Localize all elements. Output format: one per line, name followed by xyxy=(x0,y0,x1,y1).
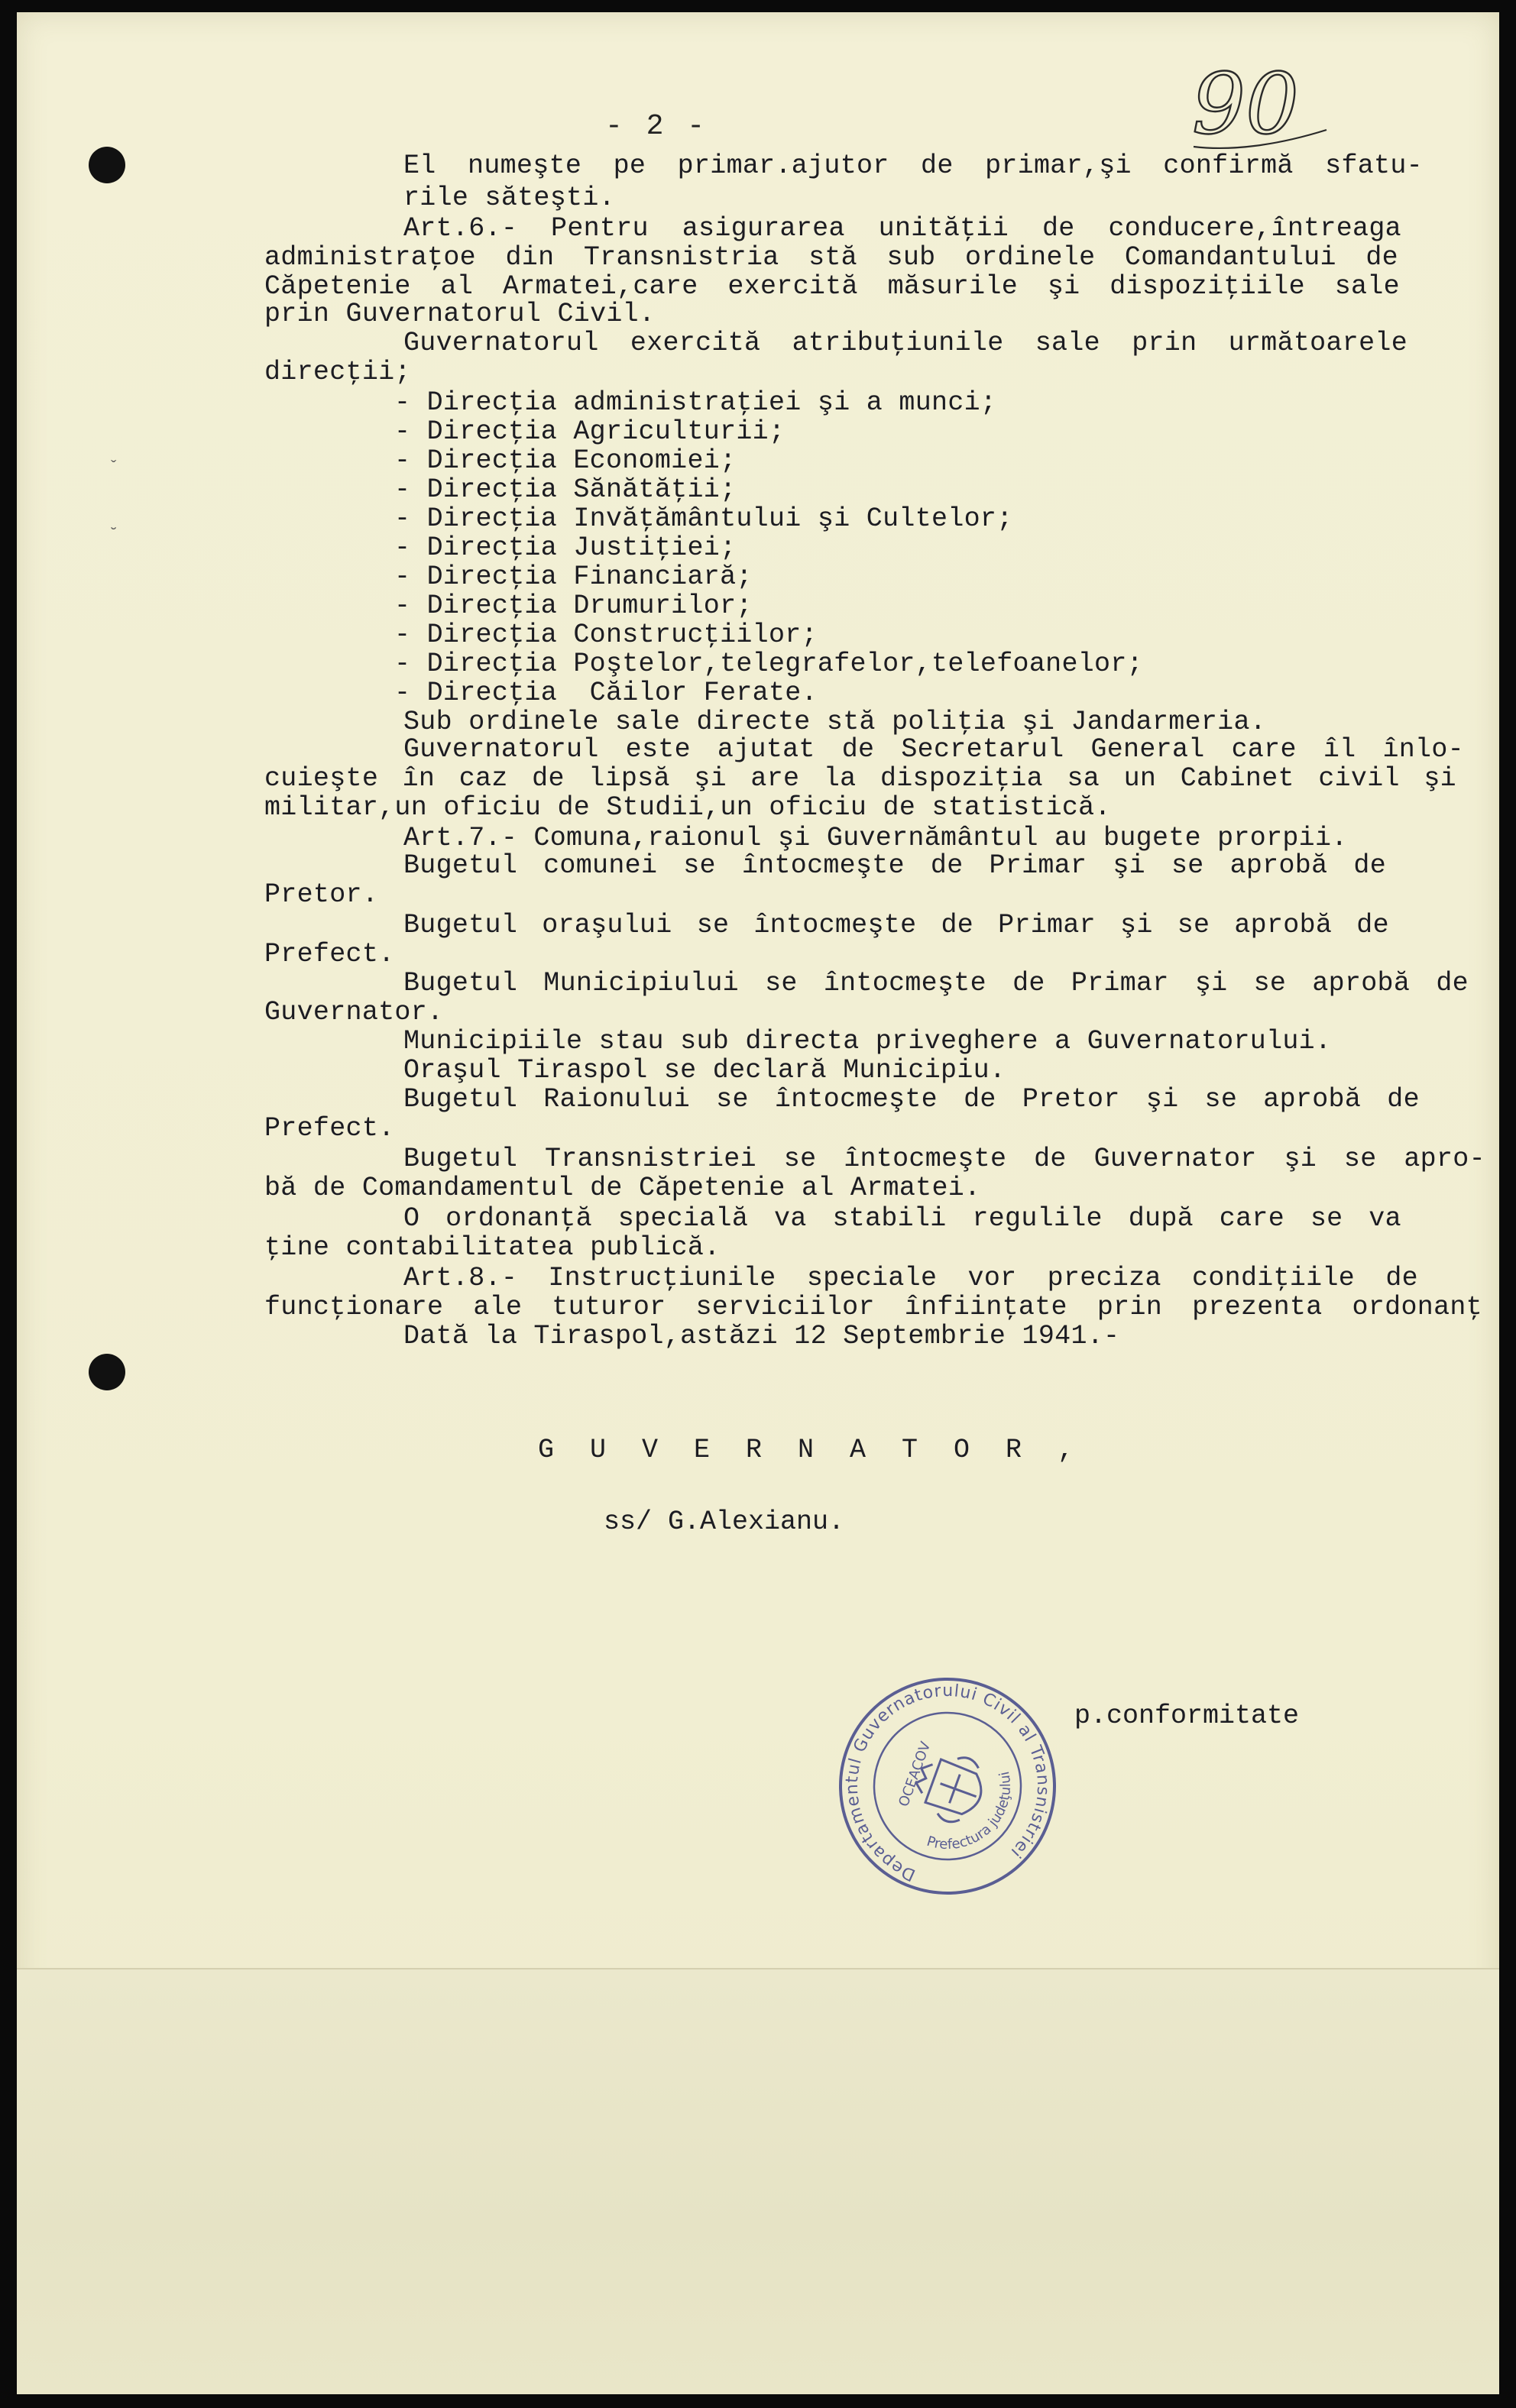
text-line: Bugetul Municipiului se întocmeşte de Primar şi se aprobă de xyxy=(403,968,1469,998)
text-line: Sub ordinele sale directe stă poliţia şi Jandarmeria. xyxy=(403,707,1267,737)
text-line: - Direcţia Căilor Ferate. xyxy=(394,678,818,708)
text-line: Prefect. xyxy=(264,1113,395,1144)
text-line: Guvernatorul este ajutat de Secretarul General care îl înlo- xyxy=(403,734,1464,765)
text-line: - Direcţia Drumurilor; xyxy=(394,591,753,621)
text-line: - Direcţia Construcţiilor; xyxy=(394,620,818,650)
text-line: bă de Comandamentul de Căpetenie al Armatei. xyxy=(264,1173,981,1203)
text-line: Pretor. xyxy=(264,879,379,910)
stamp-ink xyxy=(833,1672,1062,1901)
text-line: Art.6.- Pentru asigurarea unităţii de conducere,întreaga xyxy=(403,213,1401,244)
text-line: Guvernatorul exercită atribuţiunile sale prin următoarele xyxy=(403,328,1407,358)
stamp-center-text: OCEACOV xyxy=(896,1740,935,1809)
text-line: - Direcţia administraţiei şi a munci; xyxy=(394,387,997,418)
folio-number-text: 90 xyxy=(1192,57,1299,153)
text-line: administraţoe din Transnistria stă sub ordinele Comandantului de xyxy=(264,242,1398,273)
text-line: ţine contabilitatea publică. xyxy=(264,1232,721,1263)
text-line: Municipiile stau sub directa priveghere a Guvernatorului. xyxy=(403,1026,1332,1057)
text-line: prin Guvernatorul Civil. xyxy=(264,299,656,329)
text-line: funcţionare ale tuturor serviciilor înfiinţate prin prezenta ordonanţ xyxy=(264,1292,1482,1322)
text-line: Bugetul Raionului se întocmeşte de Pretor şi se aprobă de xyxy=(403,1084,1420,1115)
signature-name: ss/ G.Alexianu. xyxy=(604,1507,845,1537)
text-line: - Direcţia Financiară; xyxy=(394,562,753,592)
text-line: Prefect. xyxy=(264,939,395,969)
text-line: O ordonanţă specială va stabili regulile după care se va xyxy=(403,1203,1401,1234)
text-line: Art.7.- Comuna,raionul şi Guvernământul au bugete prorpii. xyxy=(403,823,1348,853)
page-number: - 2 - xyxy=(605,110,708,143)
text-line: Art.8.- Instrucţiunile speciale vor preciza condiţiile de xyxy=(403,1263,1418,1293)
text-line: - Direcţia Poştelor,telegrafelor,telefoanelor; xyxy=(394,649,1143,679)
text-line: direcţii; xyxy=(264,357,411,387)
paper-fold-band xyxy=(17,1968,1499,2394)
text-line: Bugetul Transnistriei se întocmeşte de Guvernator şi se apro- xyxy=(403,1144,1485,1174)
text-line: El numeşte pe primar.ajutor de primar,şi confirmă sfatu- xyxy=(403,150,1423,181)
stamp-inner-text: Prefectura judeţului xyxy=(925,1769,1015,1853)
text-line: Căpetenie al Armatei,care exercită măsurile şi dispoziţiile sale xyxy=(264,271,1400,302)
text-line: cuieşte în caz de lipsă şi are la dispoziţia sa un Cabinet civil şi xyxy=(264,763,1456,794)
text-line: Oraşul Tiraspol se declară Municipiu. xyxy=(403,1055,1006,1086)
conformity-note: p.conformitate xyxy=(1074,1701,1300,1731)
margin-mark: ˇ xyxy=(109,458,119,477)
document-page xyxy=(17,12,1499,2394)
punch-hole-bottom xyxy=(89,1354,125,1390)
text-line: Bugetul comunei se întocmeşte de Primar şi se aprobă de xyxy=(403,850,1386,881)
text-line: Guvernator. xyxy=(264,997,444,1028)
margin-mark: ˘ xyxy=(109,526,119,545)
text-line: Bugetul oraşului se întocmeşte de Primar şi se aprobă de xyxy=(403,910,1389,940)
punch-hole-top xyxy=(89,147,125,183)
text-line: - Direcţia Sănătăţii; xyxy=(394,474,737,505)
stamp-outer-text: Departamentul Guvernatorului Civil al Transnistriei xyxy=(842,1681,1053,1885)
signature-title: G U V E R N A T O R , xyxy=(538,1435,1084,1465)
text-line: rile săteşti. xyxy=(403,183,615,213)
text-line: - Direcţia Agriculturii; xyxy=(394,416,786,447)
text-line: - Direcţia Invăţământului şi Cultelor; xyxy=(394,503,1013,534)
text-line: Dată la Tiraspol,astăzi 12 Septembrie 1941.- xyxy=(403,1321,1120,1351)
text-line: - Direcţia Justiţiei; xyxy=(394,532,737,563)
official-stamp xyxy=(833,1672,1062,1901)
text-line: - Direcţia Economiei; xyxy=(394,445,737,476)
text-line: militar,un oficiu de Studii,un oficiu de statistică. xyxy=(264,792,1111,823)
